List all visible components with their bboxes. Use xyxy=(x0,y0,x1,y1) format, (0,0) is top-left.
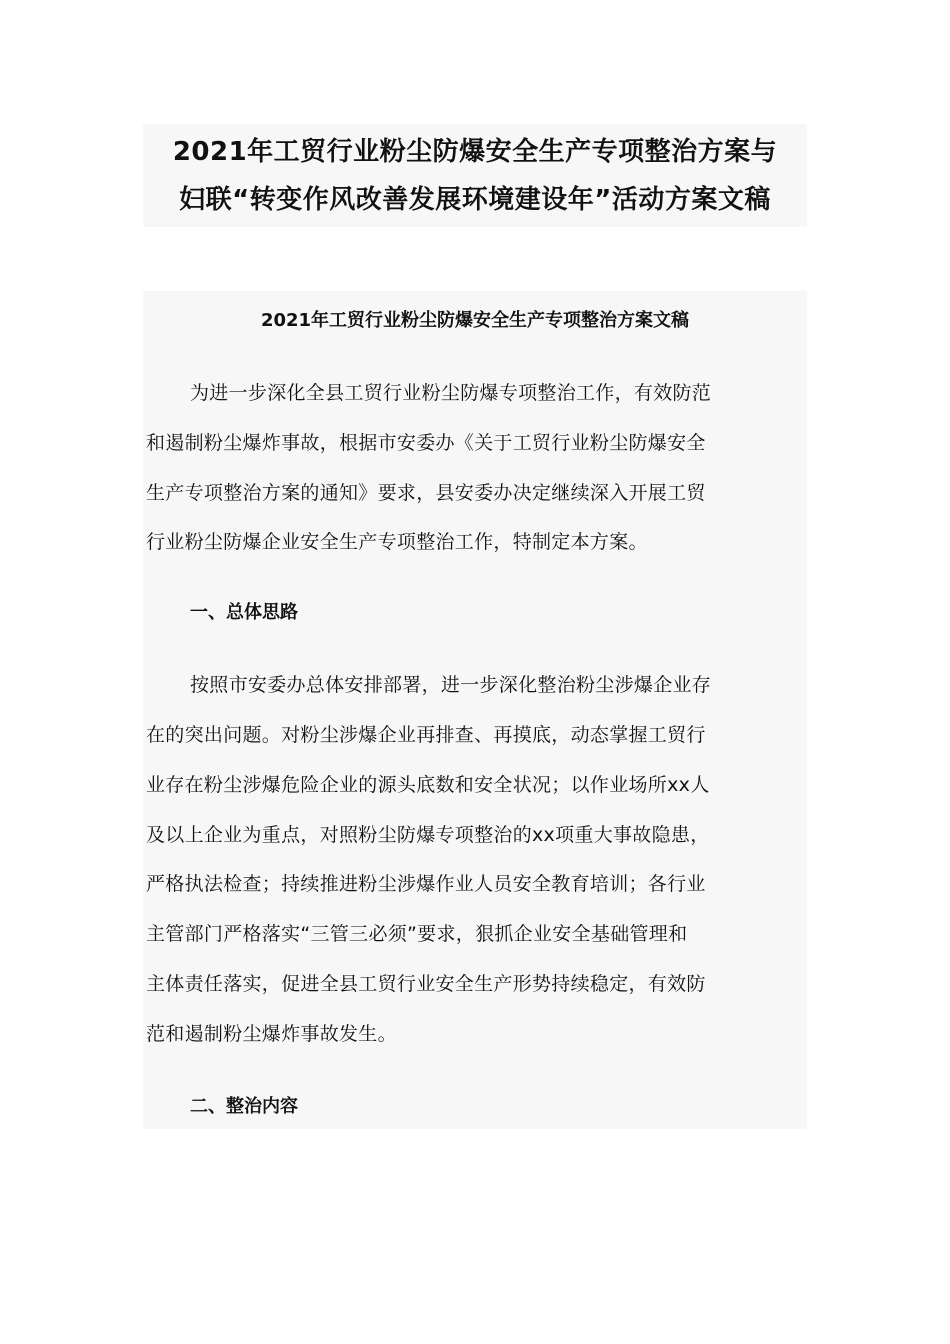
paragraph2-line-3: 业存在粉尘涉爆危险企业的源头底数和安全状况；以作业场所xx人 xyxy=(146,774,710,796)
paragraph1-line-1: 为进一步深化全县工贸行业粉尘防爆专项整治工作，有效防范 xyxy=(190,382,712,404)
paragraph2-line-7: 主体责任落实，促进全县工贸行业安全生产形势持续稳定，有效防 xyxy=(146,973,706,995)
paragraph2-line-5: 严格执法检查；持续推进粉尘涉爆作业人员安全教育培训；各行业 xyxy=(146,873,706,895)
document-body-background xyxy=(143,291,807,1129)
paragraph2-line-8: 范和遏制粉尘爆炸事故发生。 xyxy=(146,1023,397,1045)
main-title-line-1: 2021年工贸行业粉尘防爆安全生产专项整治方案与 xyxy=(172,137,778,167)
section-heading-1: 一、总体思路 xyxy=(190,602,298,623)
paragraph2-line-4: 及以上企业为重点，对照粉尘防爆专项整治的xx项重大事故隐患， xyxy=(146,824,710,846)
main-title-line-2: 妇联“转变作风改善发展环境建设年”活动方案文稿 xyxy=(179,185,771,215)
paragraph2-line-2: 在的突出问题。对粉尘涉爆企业再排查、再摸底，动态掌握工贸行 xyxy=(146,724,706,746)
paragraph2-line-1: 按照市安委办总体安排部署，进一步深化整治粉尘涉爆企业存 xyxy=(190,674,712,696)
paragraph1-line-3: 生产专项整治方案的通知》要求，县安委办决定继续深入开展工贸 xyxy=(146,482,706,504)
paragraph1-line-4: 行业粉尘防爆企业安全生产专项整治工作，特制定本方案。 xyxy=(146,531,648,553)
section-heading-2: 二、整治内容 xyxy=(190,1096,298,1117)
paragraph2-line-6: 主管部门严格落实“三管三必须”要求，狠抓企业安全基础管理和 xyxy=(146,923,688,945)
sub-title: 2021年工贸行业粉尘防爆安全生产专项整治方案文稿 xyxy=(260,310,690,331)
paragraph1-line-2: 和遏制粉尘爆炸事故，根据市安委办《关于工贸行业粉尘防爆安全 xyxy=(146,432,706,454)
